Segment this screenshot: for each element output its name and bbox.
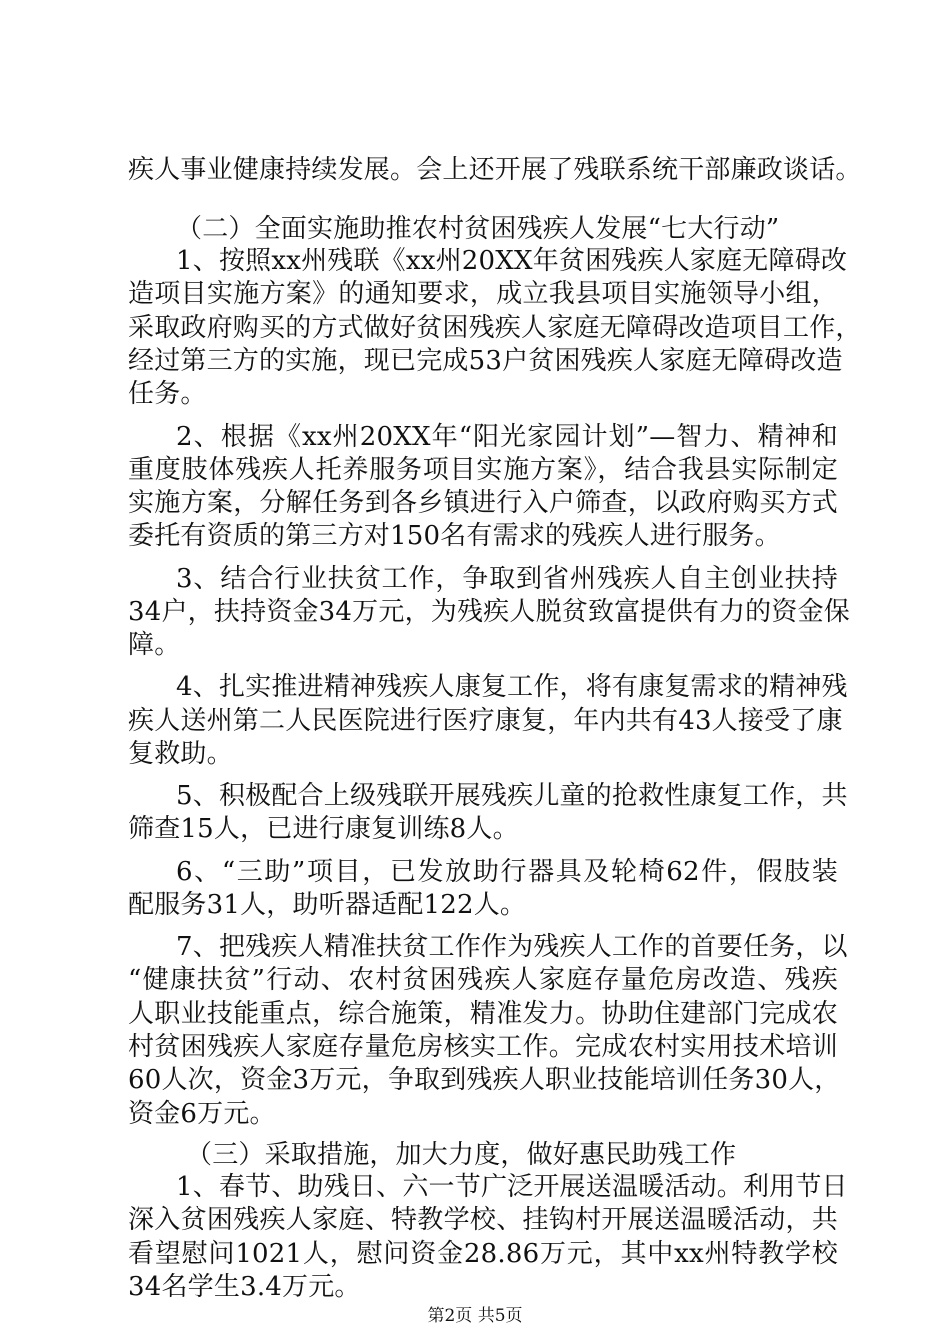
text-line: 34名学生3.4万元。 bbox=[128, 1272, 361, 1302]
text-line: 委托有资质的第三方对150名有需求的残疾人进行服务。 bbox=[128, 521, 781, 551]
text-line: 疾人事业健康持续发展。会上还开展了残联系统干部廉政谈话。 bbox=[128, 155, 862, 185]
text-line: 村贫困残疾人家庭存量危房核实工作。完成农村实用技术培训 bbox=[128, 1032, 838, 1062]
section-heading: （二）全面实施助推农村贫困残疾人发展“七大行动” bbox=[176, 214, 780, 244]
text-line: 配服务31人，助听器适配122人。 bbox=[128, 890, 527, 920]
text-line: 1、春节、助残日、六一节广泛开展送温暖活动。利用节日 bbox=[176, 1172, 848, 1202]
text-line: 复救助。 bbox=[128, 739, 233, 769]
text-line: 60人次，资金3万元，争取到残疾人职业技能培训任务30人， bbox=[128, 1065, 841, 1095]
text-line: 人职业技能重点，综合施策，精准发力。协助住建部门完成农 bbox=[128, 999, 838, 1029]
text-line: 经过第三方的实施，现已完成53户贫困残疾人家庭无障碍改造 bbox=[128, 346, 843, 376]
text-line: 34户，扶持资金34万元，为残疾人脱贫致富提供有力的资金保 bbox=[128, 597, 850, 627]
text-line: 造项目实施方案》的通知要求，成立我县项目实施领导小组， bbox=[128, 279, 838, 309]
text-line: 6、“三助”项目，已发放助行器具及轮椅62件，假肢装 bbox=[176, 857, 838, 887]
text-line: “健康扶贫”行动、农村贫困残疾人家庭存量危房改造、残疾 bbox=[128, 965, 838, 995]
text-line: 2、根据《xx州20XX年“阳光家园计划”—智力、精神和 bbox=[176, 422, 838, 452]
text-line: 3、结合行业扶贫工作，争取到省州残疾人自主创业扶持 bbox=[176, 564, 838, 594]
text-line: 4、扎实推进精神残疾人康复工作，将有康复需求的精神残 bbox=[176, 672, 848, 702]
text-line: 筛查15人，已进行康复训练8人。 bbox=[128, 814, 519, 844]
text-line: 疾人送州第二人民医院进行医疗康复，年内共有43人接受了康 bbox=[128, 706, 843, 736]
text-line: 实施方案，分解任务到各乡镇进行入户筛查，以政府购买方式 bbox=[128, 488, 838, 518]
text-line: 5、积极配合上级残联开展残疾儿童的抢救性康复工作，共 bbox=[176, 781, 848, 811]
text-line: 看望慰问1021人，慰问资金28.86万元，其中xx州特教学校 bbox=[128, 1239, 838, 1269]
text-line: 7、把残疾人精准扶贫工作作为残疾人工作的首要任务，以 bbox=[176, 932, 848, 962]
page-footer: 第2页 共5页 bbox=[427, 1306, 523, 1326]
text-line: 重度肢体残疾人托养服务项目实施方案》，结合我县实际制定 bbox=[128, 455, 838, 485]
section-heading: （三）采取措施，加大力度，做好惠民助残工作 bbox=[186, 1140, 737, 1170]
text-line: 障。 bbox=[128, 630, 181, 660]
text-line: 1、按照xx州残联《xx州20XX年贫困残疾人家庭无障碍改 bbox=[176, 246, 848, 276]
text-line: 资金6万元。 bbox=[128, 1099, 276, 1129]
text-line: 采取政府购买的方式做好贫困残疾人家庭无障碍改造项目工作， bbox=[128, 313, 862, 343]
text-line: 任务。 bbox=[128, 379, 207, 409]
text-line: 深入贫困残疾人家庭、特教学校、挂钩村开展送温暖活动，共 bbox=[128, 1205, 838, 1235]
